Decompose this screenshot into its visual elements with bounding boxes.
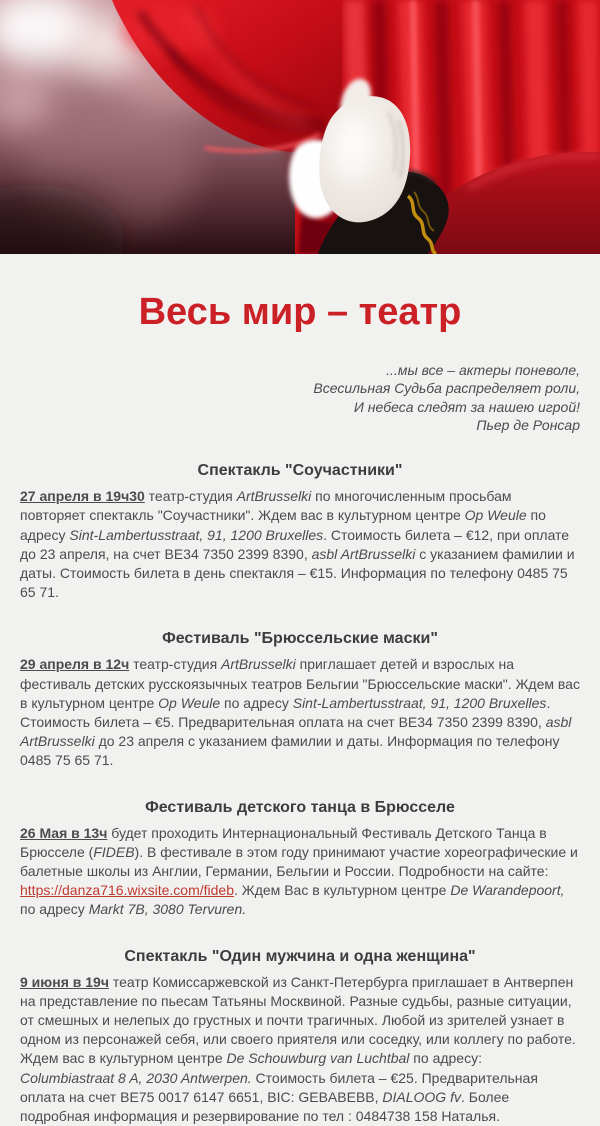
section-heading: Фестиваль детского танца в Брюсселе	[145, 798, 455, 816]
text-run: De Warandepoort,	[450, 882, 565, 899]
page-title: Весь мир – театр	[138, 291, 462, 333]
text-run: asbl ArtBrusselki	[20, 714, 572, 750]
text-run: театр Комиссаржевской из Санкт-Петербурга приглашает в Антверпен на представление по пьесам Татьяны Москвиной. Разные судьбы, разные ситуации, от смешных и нелепых до грустных и почти трагичных. Любой из зрителей узнает в одном из персонажей себя, или своего приятеля или соседку, или коллегу по работе.	[20, 973, 576, 1048]
text-run: по многочисленным просьбам повторяет спектакль "Соучастники". Ждем вас в культурном центре	[20, 488, 512, 524]
section-body	[20, 655, 580, 770]
text-run: 26 Мая в 13ч	[20, 824, 108, 841]
text-run: De Schouwburg van Luchtbal	[226, 1050, 410, 1067]
event-section-one-man-one-woman	[20, 947, 580, 1126]
text-run: . Стоимость билета – €12, при оплате до 23 апреля, на счет BE34 7350 2399 8390,	[20, 526, 570, 562]
text-run: Ждем вас в культурном центре	[20, 1050, 227, 1067]
section-heading: Фестиваль "Брюссельские маски"	[162, 630, 438, 648]
text-run: Markt 7B, 3080 Tervuren.	[88, 901, 247, 918]
text-run: ArtBrusselki	[221, 656, 296, 673]
text-run: 29 апреля в 12ч	[20, 656, 130, 673]
text-run: ). В фестивале в этом году принимают участие хореографические и балетные школы из Англии, Германии, Бельгии и России. Подробности на сайте:	[20, 843, 578, 880]
text-run: театр-студия	[129, 656, 222, 673]
text-run: Sint-Lambertusstraat, 91, 1200 Bruxelles	[292, 694, 547, 711]
text-run: Columbiastraat 8 A, 2030 Antwerpen.	[20, 1069, 252, 1086]
text-run: театр-студия	[144, 488, 237, 505]
event-section-dance-festival	[20, 798, 580, 920]
section-heading: Спектакль "Соучастники"	[197, 462, 403, 480]
text-run: Sint-Lambertusstraat, 91, 1200 Bruxelles	[69, 526, 324, 543]
text-run: . Ждем Вас в культурном центре	[234, 882, 451, 899]
text-run: приглашает детей и взрослых на фестиваль детских русскоязычных театров Бельгии "Брюссельские маски". Ждем вас в культурном центре	[20, 656, 580, 711]
text-run: DIALOOG fv	[382, 1088, 461, 1105]
hero-image	[0, 0, 600, 254]
section-heading: Спектакль "Один мужчина и одна женщина"	[124, 947, 476, 965]
text-run: 9 июня в 19ч	[20, 973, 109, 990]
text-run: по адресу	[20, 507, 546, 543]
section-body	[20, 973, 580, 1126]
text-run: по адресу	[220, 694, 293, 711]
text-run: 27 апреля в 19ч30	[20, 488, 145, 505]
text-run: . Более подробная информация и резервирование по тел : 0484738 158 Наталья.	[20, 1088, 510, 1125]
section-body	[20, 824, 580, 920]
epigraph	[20, 361, 580, 434]
text-run: до 23 апреля с указанием фамилии и даты. Информация по телефону 0485 75 65 71.	[20, 733, 560, 769]
text-run: asbl ArtBrusselki	[311, 545, 416, 562]
epigraph-lines: ...мы все – актеры поневоле, Всесильная Судьба распределяет роли, И небеса следят за нашею игрой!	[313, 362, 580, 415]
event-section-brussels-masks	[20, 629, 580, 770]
theater-curtain-illustration	[0, 0, 600, 254]
event-section-souchastniki	[20, 461, 580, 602]
event-link[interactable]: https://danza716.wixsite.com/fideb	[20, 882, 235, 899]
text-run: . Стоимость билета – €5. Предварительная оплата на счет BE34 7350 2399 8390,	[20, 694, 551, 731]
text-run: Op Weule	[158, 694, 221, 711]
newsletter-content	[20, 290, 580, 1126]
text-run: с указанием фамилии и даты. Стоимость билета в день спектакля – €15. Информация по телефону 0485 75 65 71.	[20, 545, 575, 601]
text-run: Op Weule	[464, 507, 527, 524]
text-run: по адресу:	[409, 1050, 482, 1067]
epigraph-author: Пьер де Ронсар	[476, 416, 580, 433]
text-run: Стоимость билета – €25. Предварительная оплата на счет BE75 0017 6147 6651, BIC: GEBABEBB,	[20, 1069, 538, 1105]
section-body	[20, 487, 580, 602]
text-run: ArtBrusselki	[236, 488, 312, 505]
text-run: по адресу	[20, 901, 89, 918]
text-run: FIDEB	[93, 843, 135, 860]
text-run: будет проходить Интернациональный Фестиваль Детского Танца в Брюсселе (	[20, 824, 547, 860]
